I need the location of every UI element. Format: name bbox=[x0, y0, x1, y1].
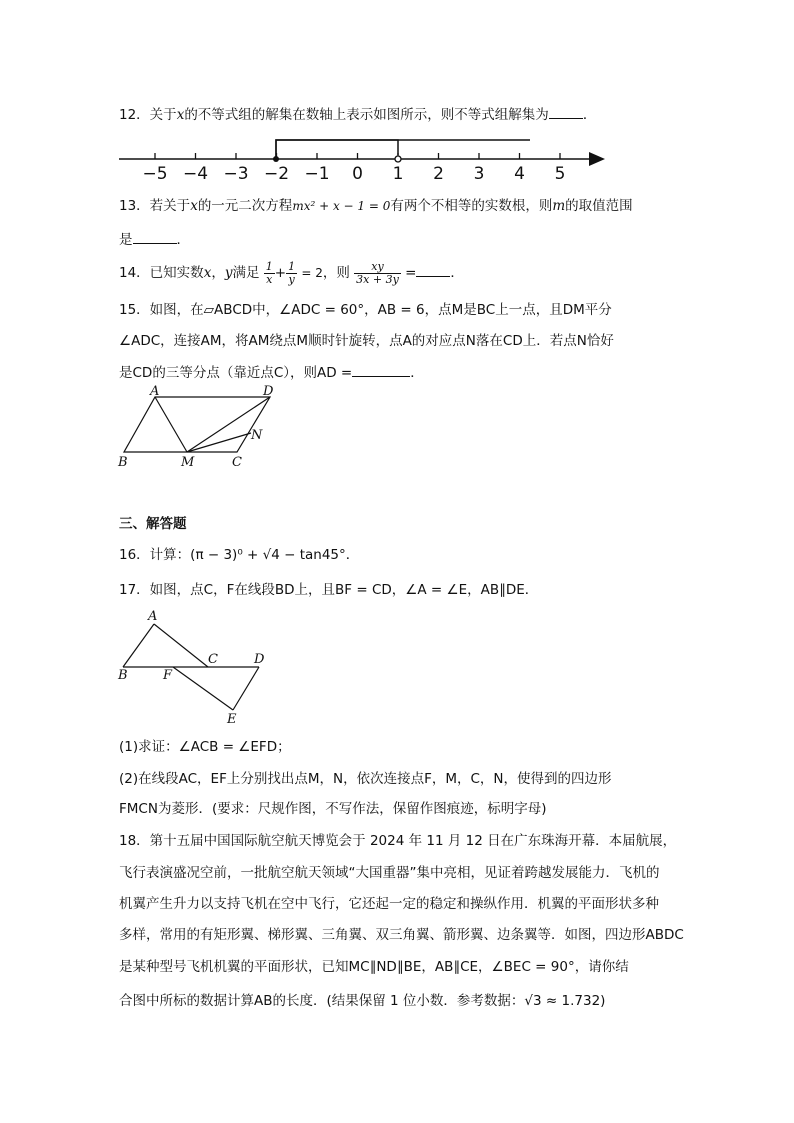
label-d: D bbox=[254, 652, 265, 667]
q12-number-line bbox=[115, 125, 615, 185]
q13-line2: 是 ． bbox=[119, 229, 190, 250]
fraction-1-over-x: $\frac{1}{x}$ bbox=[265, 259, 273, 286]
segment-ac bbox=[154, 624, 208, 667]
axis-label: −4 bbox=[182, 164, 209, 184]
q17-part1: (1)求证：∠ACB = ∠EFD； bbox=[119, 739, 291, 755]
q18-line4: 多样，常用的有矩形翼、梯形翼、三角翼、双三角翼、箭形翼、边条翼等．如图，四边形ABDC bbox=[119, 927, 684, 943]
axis-label: 1 bbox=[392, 164, 404, 184]
segment-de bbox=[233, 667, 259, 710]
axis-label: 0 bbox=[352, 164, 363, 184]
q12-answer-blank[interactable] bbox=[549, 104, 583, 119]
label-c: C bbox=[232, 455, 242, 470]
section-title: 三、解答题 bbox=[119, 516, 187, 532]
label-a: A bbox=[150, 385, 160, 399]
closed-point bbox=[273, 156, 279, 162]
label-d: D bbox=[263, 385, 274, 399]
axis-label: −1 bbox=[304, 164, 330, 184]
label-f: F bbox=[163, 668, 173, 683]
axis-label: 2 bbox=[433, 164, 444, 184]
q17-part2-line2: FMCN为菱形．(要求：尺规作图，不写作法，保留作图痕迹，标明字母) bbox=[119, 801, 547, 817]
label-c: C bbox=[208, 652, 218, 667]
q12-text: 12．关于x的不等式组的解集在数轴上表示如图所示，则不等式组解集为 ． bbox=[119, 104, 596, 125]
q18-line5: 是某种型号飞机机翼的平面形状，已知MC∥ND∥BE，AB∥CE，∠BEC = 90°，请你结 bbox=[119, 959, 629, 975]
axis-label: 4 bbox=[514, 164, 525, 184]
label-b: B bbox=[118, 668, 128, 683]
parallelogram-abcd bbox=[124, 397, 270, 452]
axis-label: −5 bbox=[142, 164, 168, 184]
axis-label: −2 bbox=[263, 164, 290, 184]
q15-line1: 15．如图，在▱ABCD中，∠ADC = 60°，AB = 6，点M是BC上一点，且DM平分 bbox=[119, 302, 612, 318]
axis-label: 3 bbox=[473, 164, 485, 184]
open-point bbox=[395, 156, 401, 162]
q18-line3: 机翼产生升力以支持飞机在空中飞行，它还起一定的稳定和操纵作用．机翼的平面形状多种 bbox=[119, 896, 659, 912]
segment-ab bbox=[123, 624, 154, 667]
label-a: A bbox=[148, 609, 158, 624]
label-b: B bbox=[118, 455, 128, 470]
axis-arrow bbox=[589, 152, 605, 166]
label-e: E bbox=[227, 712, 237, 727]
axis-label: 5 bbox=[554, 164, 566, 184]
axis-label: −3 bbox=[223, 164, 249, 184]
q14-text: 14．已知实数x，y满足 $\frac{1}{x}$ + $\frac{1}{y}$ = 2，则 $\frac{xy}{3x + 3y}$ = ． bbox=[119, 259, 464, 286]
segment-fe bbox=[173, 667, 233, 710]
q14-answer-blank[interactable] bbox=[416, 262, 450, 277]
fraction-1-over-y: $\frac{1}{y}$ bbox=[288, 259, 296, 286]
q15-parallelogram-figure bbox=[110, 385, 280, 470]
segment-am bbox=[155, 397, 187, 452]
q18-line1: 18．第十五届中国国际航空航天博览会于 2024 年 11 月 12 日在广东珠海开幕．本届航展， bbox=[119, 833, 677, 849]
bracket-right-inequality bbox=[276, 140, 530, 159]
q18-line2: 飞行表演盛况空前，一批航空航天领域“大国重器”集中亮相，见证着跨越发展能力．飞机的 bbox=[119, 865, 660, 881]
q17-text: 17．如图，点C，F在线段BD上，且BF = CD，∠A = ∠E，AB∥DE． bbox=[119, 582, 539, 598]
label-m: M bbox=[181, 455, 195, 470]
q17-figure bbox=[113, 607, 273, 727]
q18-line6: 合图中所标的数据计算AB的长度．(结果保留 1 位小数．参考数据：√3 ≈ 1.732) bbox=[119, 993, 606, 1009]
q13-answer-blank[interactable] bbox=[133, 229, 177, 244]
bracket-left-inequality bbox=[276, 140, 398, 159]
segment-dm bbox=[187, 397, 270, 452]
q15-line3: 是CD的三等分点（靠近点C），则AD = ． bbox=[119, 362, 424, 383]
q15-answer-blank[interactable] bbox=[352, 362, 410, 377]
q13-line1: 13．若关于x的一元二次方程mx² + x − 1 = 0有两个不相等的实数根，则m的取值范围 bbox=[119, 198, 633, 214]
fraction-xy: $\frac{xy}{3x + 3y}$ bbox=[356, 259, 399, 286]
segment-mn bbox=[187, 433, 251, 452]
label-n: N bbox=[251, 428, 263, 443]
q15-line2: ∠ADC，连接AM，将AM绕点M顺时针旋转，点A的对应点N落在CD上．若点N恰好 bbox=[119, 333, 614, 349]
q16-text: 16．计算：(π − 3)⁰ + √4 − tan45°． bbox=[119, 547, 360, 563]
q17-part2-line1: (2)在线段AC，EF上分别找出点M，N，依次连接点F，M，C，N，使得到的四边形 bbox=[119, 771, 612, 787]
